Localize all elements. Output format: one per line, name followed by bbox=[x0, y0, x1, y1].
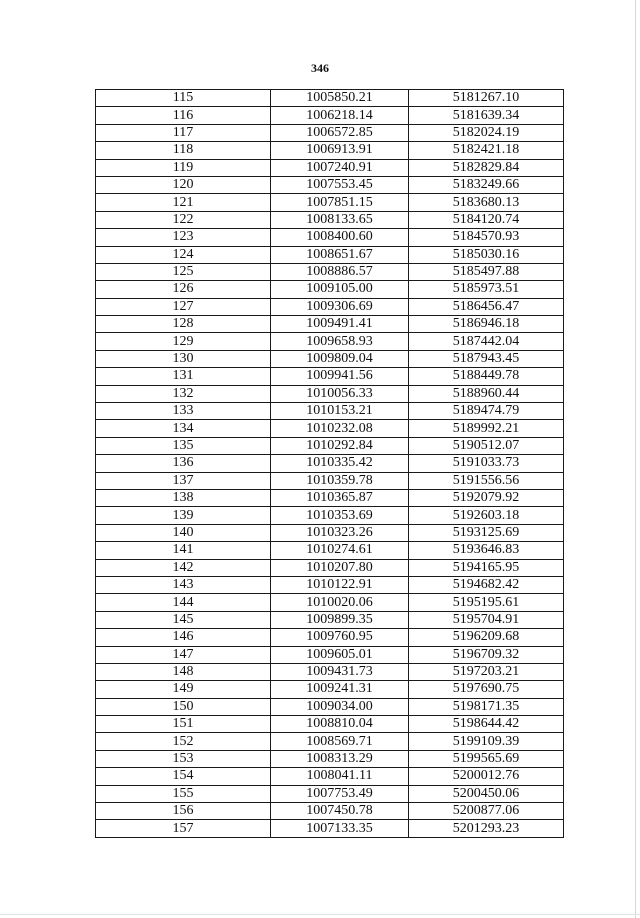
y-coordinate-cell: 5196209.68 bbox=[409, 629, 564, 646]
y-coordinate-cell: 5184120.74 bbox=[409, 211, 564, 228]
y-coordinate-cell: 5194682.42 bbox=[409, 576, 564, 593]
y-coordinate-cell: 5182421.18 bbox=[409, 142, 564, 159]
point-number-cell: 121 bbox=[96, 194, 271, 211]
x-coordinate-cell: 1010292.84 bbox=[271, 437, 409, 454]
x-coordinate-cell: 1007553.45 bbox=[271, 176, 409, 193]
x-coordinate-cell: 1008651.67 bbox=[271, 246, 409, 263]
table-row bbox=[96, 90, 564, 107]
point-number-cell: 145 bbox=[96, 611, 271, 628]
point-number-cell: 116 bbox=[96, 107, 271, 124]
point-number-cell: 141 bbox=[96, 542, 271, 559]
y-coordinate-cell: 5194165.95 bbox=[409, 559, 564, 576]
point-number-cell: 152 bbox=[96, 733, 271, 750]
y-coordinate-cell: 5197203.21 bbox=[409, 663, 564, 680]
coordinates-table-body bbox=[96, 90, 564, 838]
y-coordinate-cell: 5185030.16 bbox=[409, 246, 564, 263]
table-row bbox=[96, 524, 564, 541]
y-coordinate-cell: 5181267.10 bbox=[409, 90, 564, 107]
table-row bbox=[96, 542, 564, 559]
point-number-cell: 150 bbox=[96, 698, 271, 715]
table-row bbox=[96, 142, 564, 159]
table-row bbox=[96, 263, 564, 280]
y-coordinate-cell: 5200450.06 bbox=[409, 785, 564, 802]
x-coordinate-cell: 1010020.06 bbox=[271, 594, 409, 611]
table-row bbox=[96, 124, 564, 141]
table-row bbox=[96, 611, 564, 628]
table-row bbox=[96, 594, 564, 611]
coordinates-table bbox=[95, 89, 564, 838]
point-number-cell: 151 bbox=[96, 716, 271, 733]
table-row bbox=[96, 768, 564, 785]
point-number-cell: 131 bbox=[96, 368, 271, 385]
point-number-cell: 148 bbox=[96, 663, 271, 680]
point-number-cell: 154 bbox=[96, 768, 271, 785]
y-coordinate-cell: 5185497.88 bbox=[409, 263, 564, 280]
y-coordinate-cell: 5192079.92 bbox=[409, 489, 564, 506]
y-coordinate-cell: 5183249.66 bbox=[409, 176, 564, 193]
x-coordinate-cell: 1009241.31 bbox=[271, 681, 409, 698]
table-row bbox=[96, 107, 564, 124]
y-coordinate-cell: 5197690.75 bbox=[409, 681, 564, 698]
table-row bbox=[96, 229, 564, 246]
point-number-cell: 140 bbox=[96, 524, 271, 541]
x-coordinate-cell: 1009941.56 bbox=[271, 368, 409, 385]
y-coordinate-cell: 5186456.47 bbox=[409, 298, 564, 315]
table-row bbox=[96, 750, 564, 767]
point-number-cell: 126 bbox=[96, 281, 271, 298]
point-number-cell: 124 bbox=[96, 246, 271, 263]
table-row bbox=[96, 159, 564, 176]
table-row bbox=[96, 211, 564, 228]
point-number-cell: 144 bbox=[96, 594, 271, 611]
x-coordinate-cell: 1007133.35 bbox=[271, 820, 409, 837]
x-coordinate-cell: 1010122.91 bbox=[271, 576, 409, 593]
point-number-cell: 157 bbox=[96, 820, 271, 837]
y-coordinate-cell: 5193646.83 bbox=[409, 542, 564, 559]
table-row bbox=[96, 507, 564, 524]
y-coordinate-cell: 5189474.79 bbox=[409, 403, 564, 420]
table-row bbox=[96, 176, 564, 193]
x-coordinate-cell: 1009809.04 bbox=[271, 350, 409, 367]
x-coordinate-cell: 1008810.04 bbox=[271, 716, 409, 733]
x-coordinate-cell: 1008313.29 bbox=[271, 750, 409, 767]
y-coordinate-cell: 5187442.04 bbox=[409, 333, 564, 350]
point-number-cell: 135 bbox=[96, 437, 271, 454]
point-number-cell: 133 bbox=[96, 403, 271, 420]
point-number-cell: 120 bbox=[96, 176, 271, 193]
x-coordinate-cell: 1010335.42 bbox=[271, 455, 409, 472]
point-number-cell: 139 bbox=[96, 507, 271, 524]
point-number-cell: 115 bbox=[96, 90, 271, 107]
x-coordinate-cell: 1009658.93 bbox=[271, 333, 409, 350]
table-row bbox=[96, 733, 564, 750]
y-coordinate-cell: 5198171.35 bbox=[409, 698, 564, 715]
point-number-cell: 138 bbox=[96, 489, 271, 506]
point-number-cell: 117 bbox=[96, 124, 271, 141]
table-row bbox=[96, 298, 564, 315]
point-number-cell: 143 bbox=[96, 576, 271, 593]
table-row bbox=[96, 281, 564, 298]
point-number-cell: 122 bbox=[96, 211, 271, 228]
table-row bbox=[96, 472, 564, 489]
table-row bbox=[96, 785, 564, 802]
y-coordinate-cell: 5189992.21 bbox=[409, 420, 564, 437]
table-row bbox=[96, 646, 564, 663]
x-coordinate-cell: 1005850.21 bbox=[271, 90, 409, 107]
x-coordinate-cell: 1009491.41 bbox=[271, 316, 409, 333]
x-coordinate-cell: 1007753.49 bbox=[271, 785, 409, 802]
table-row bbox=[96, 803, 564, 820]
y-coordinate-cell: 5200012.76 bbox=[409, 768, 564, 785]
point-number-cell: 153 bbox=[96, 750, 271, 767]
scan-edge-bottom bbox=[0, 914, 640, 915]
x-coordinate-cell: 1010207.80 bbox=[271, 559, 409, 576]
page-number: 346 bbox=[311, 61, 329, 75]
x-coordinate-cell: 1010353.69 bbox=[271, 507, 409, 524]
point-number-cell: 136 bbox=[96, 455, 271, 472]
table-row bbox=[96, 576, 564, 593]
point-number-cell: 132 bbox=[96, 385, 271, 402]
table-row bbox=[96, 385, 564, 402]
x-coordinate-cell: 1006218.14 bbox=[271, 107, 409, 124]
table-row bbox=[96, 716, 564, 733]
table-row bbox=[96, 403, 564, 420]
y-coordinate-cell: 5191556.56 bbox=[409, 472, 564, 489]
scan-edge-right bbox=[635, 0, 636, 918]
y-coordinate-cell: 5186946.18 bbox=[409, 316, 564, 333]
x-coordinate-cell: 1009899.35 bbox=[271, 611, 409, 628]
y-coordinate-cell: 5193125.69 bbox=[409, 524, 564, 541]
y-coordinate-cell: 5191033.73 bbox=[409, 455, 564, 472]
table-row bbox=[96, 820, 564, 837]
x-coordinate-cell: 1009431.73 bbox=[271, 663, 409, 680]
x-coordinate-cell: 1008133.65 bbox=[271, 211, 409, 228]
x-coordinate-cell: 1010359.78 bbox=[271, 472, 409, 489]
x-coordinate-cell: 1009034.00 bbox=[271, 698, 409, 715]
y-coordinate-cell: 5181639.34 bbox=[409, 107, 564, 124]
y-coordinate-cell: 5199565.69 bbox=[409, 750, 564, 767]
point-number-cell: 134 bbox=[96, 420, 271, 437]
table-row bbox=[96, 698, 564, 715]
x-coordinate-cell: 1006913.91 bbox=[271, 142, 409, 159]
y-coordinate-cell: 5183680.13 bbox=[409, 194, 564, 211]
x-coordinate-cell: 1010056.33 bbox=[271, 385, 409, 402]
x-coordinate-cell: 1009306.69 bbox=[271, 298, 409, 315]
table-row bbox=[96, 194, 564, 211]
point-number-cell: 119 bbox=[96, 159, 271, 176]
y-coordinate-cell: 5185973.51 bbox=[409, 281, 564, 298]
y-coordinate-cell: 5182829.84 bbox=[409, 159, 564, 176]
x-coordinate-cell: 1007851.15 bbox=[271, 194, 409, 211]
x-coordinate-cell: 1006572.85 bbox=[271, 124, 409, 141]
x-coordinate-cell: 1008041.11 bbox=[271, 768, 409, 785]
y-coordinate-cell: 5188960.44 bbox=[409, 385, 564, 402]
point-number-cell: 129 bbox=[96, 333, 271, 350]
y-coordinate-cell: 5195704.91 bbox=[409, 611, 564, 628]
table-row bbox=[96, 316, 564, 333]
x-coordinate-cell: 1009760.95 bbox=[271, 629, 409, 646]
x-coordinate-cell: 1010274.61 bbox=[271, 542, 409, 559]
y-coordinate-cell: 5187943.45 bbox=[409, 350, 564, 367]
table-row bbox=[96, 350, 564, 367]
x-coordinate-cell: 1007240.91 bbox=[271, 159, 409, 176]
table-row bbox=[96, 437, 564, 454]
y-coordinate-cell: 5201293.23 bbox=[409, 820, 564, 837]
x-coordinate-cell: 1010365.87 bbox=[271, 489, 409, 506]
x-coordinate-cell: 1007450.78 bbox=[271, 803, 409, 820]
y-coordinate-cell: 5195195.61 bbox=[409, 594, 564, 611]
point-number-cell: 137 bbox=[96, 472, 271, 489]
x-coordinate-cell: 1010323.26 bbox=[271, 524, 409, 541]
point-number-cell: 123 bbox=[96, 229, 271, 246]
table-row bbox=[96, 420, 564, 437]
point-number-cell: 125 bbox=[96, 263, 271, 280]
x-coordinate-cell: 1008400.60 bbox=[271, 229, 409, 246]
y-coordinate-cell: 5199109.39 bbox=[409, 733, 564, 750]
y-coordinate-cell: 5190512.07 bbox=[409, 437, 564, 454]
point-number-cell: 155 bbox=[96, 785, 271, 802]
table-row bbox=[96, 681, 564, 698]
point-number-cell: 118 bbox=[96, 142, 271, 159]
point-number-cell: 156 bbox=[96, 803, 271, 820]
x-coordinate-cell: 1009605.01 bbox=[271, 646, 409, 663]
table-row bbox=[96, 333, 564, 350]
x-coordinate-cell: 1009105.00 bbox=[271, 281, 409, 298]
x-coordinate-cell: 1010232.08 bbox=[271, 420, 409, 437]
y-coordinate-cell: 5182024.19 bbox=[409, 124, 564, 141]
y-coordinate-cell: 5196709.32 bbox=[409, 646, 564, 663]
table-row bbox=[96, 368, 564, 385]
point-number-cell: 149 bbox=[96, 681, 271, 698]
table-row bbox=[96, 455, 564, 472]
y-coordinate-cell: 5184570.93 bbox=[409, 229, 564, 246]
y-coordinate-cell: 5200877.06 bbox=[409, 803, 564, 820]
table-row bbox=[96, 246, 564, 263]
y-coordinate-cell: 5192603.18 bbox=[409, 507, 564, 524]
table-row bbox=[96, 663, 564, 680]
table-row bbox=[96, 629, 564, 646]
y-coordinate-cell: 5198644.42 bbox=[409, 716, 564, 733]
table-row bbox=[96, 489, 564, 506]
point-number-cell: 130 bbox=[96, 350, 271, 367]
point-number-cell: 146 bbox=[96, 629, 271, 646]
point-number-cell: 127 bbox=[96, 298, 271, 315]
y-coordinate-cell: 5188449.78 bbox=[409, 368, 564, 385]
point-number-cell: 128 bbox=[96, 316, 271, 333]
x-coordinate-cell: 1010153.21 bbox=[271, 403, 409, 420]
point-number-cell: 147 bbox=[96, 646, 271, 663]
table-row bbox=[96, 559, 564, 576]
x-coordinate-cell: 1008569.71 bbox=[271, 733, 409, 750]
x-coordinate-cell: 1008886.57 bbox=[271, 263, 409, 280]
point-number-cell: 142 bbox=[96, 559, 271, 576]
